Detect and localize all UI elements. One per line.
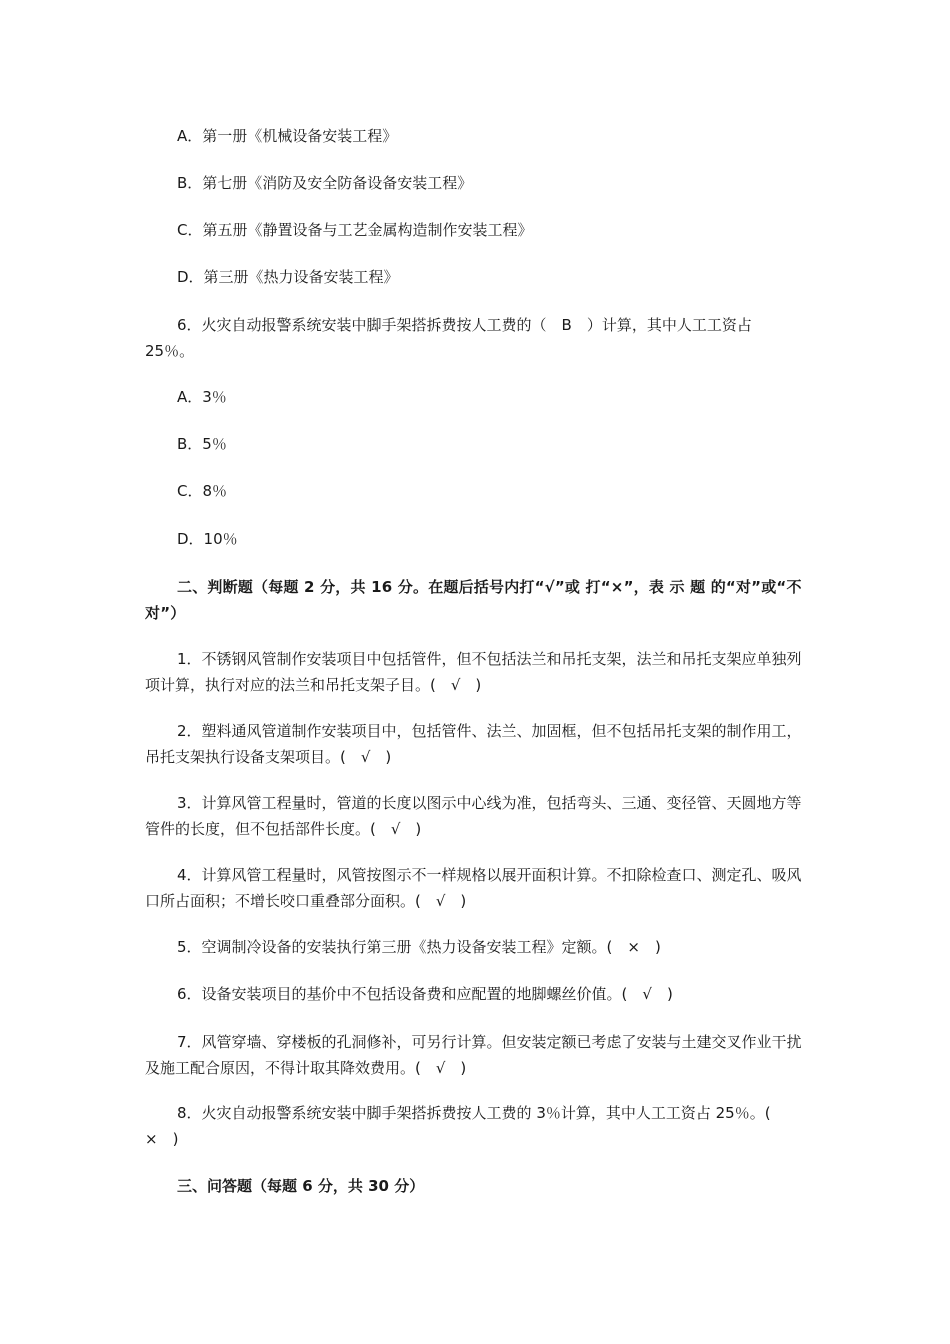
judgement-item-7: 7．风管穿墙、穿楼板的孔洞修补，可另行计算。但安装定额已考虑了安装与土建交叉作业干扰及施工配合原因，不得计取其降效费用。( √ ) bbox=[145, 1033, 802, 1077]
section-2-heading: 二、判断题（每题 2 分，共 16 分。在题后括号内打“√”或 打“×”，表 示 题 的“对”或“不 对”） bbox=[145, 578, 802, 622]
option-d-volume3: D．第三册《热力设备安装工程》 bbox=[177, 268, 399, 286]
option-b-volume7: B．第七册《消防及安全防备设备安装工程》 bbox=[177, 174, 473, 192]
question-6-option-b: B．5％ bbox=[177, 435, 227, 453]
option-a-volume1: A．第一册《机械设备安装工程》 bbox=[177, 127, 398, 145]
judgement-item-4: 4．计算风管工程量时，风管按图示不一样规格以展开面积计算。不扣除检查口、测定孔、吸风口所占面积；不增长咬口重叠部分面积。( √ ) bbox=[145, 866, 802, 910]
question-6-stem: 6．火灾自动报警系统安装中脚手架搭拆费按人工费的（ B ）计算，其中人工工资占 25％。 bbox=[145, 316, 752, 360]
judgement-item-3: 3．计算风管工程量时，管道的长度以图示中心线为准，包括弯头、三通、变径管、天圆地方等管件的长度，但不包括部件长度。( √ ) bbox=[145, 794, 802, 838]
judgement-item-5: 5．空调制冷设备的安装执行第三册《热力设备安装工程》定额。( × ) bbox=[177, 938, 661, 956]
option-c-volume5: C．第五册《静置设备与工艺金属构造制作安装工程》 bbox=[177, 221, 533, 239]
question-6-option-d: D．10％ bbox=[177, 530, 238, 548]
question-6-option-c: C．8％ bbox=[177, 482, 228, 500]
judgement-item-2: 2．塑料通风管道制作安装项目中，包括管件、法兰、加固框，但不包括吊托支架的制作用工，吊托支架执行设备支架项目。( √ ) bbox=[145, 722, 802, 766]
judgement-item-1: 1．不锈钢风管制作安装项目中包括管件，但不包括法兰和吊托支架，法兰和吊托支架应单独列项计算，执行对应的法兰和吊托支架子目。( √ ) bbox=[145, 650, 802, 694]
question-6-option-a: A．3％ bbox=[177, 388, 227, 406]
judgement-item-6: 6．设备安装项目的基价中不包括设备费和应配置的地脚螺丝价值。( √ ) bbox=[177, 985, 673, 1003]
judgement-item-8: 8．火灾自动报警系统安装中脚手架搭拆费按人工费的 3％计算，其中人工工资占 25％。( × ) bbox=[145, 1104, 786, 1148]
section-3-heading: 三、问答题（每题 6 分，共 30 分） bbox=[177, 1177, 425, 1195]
